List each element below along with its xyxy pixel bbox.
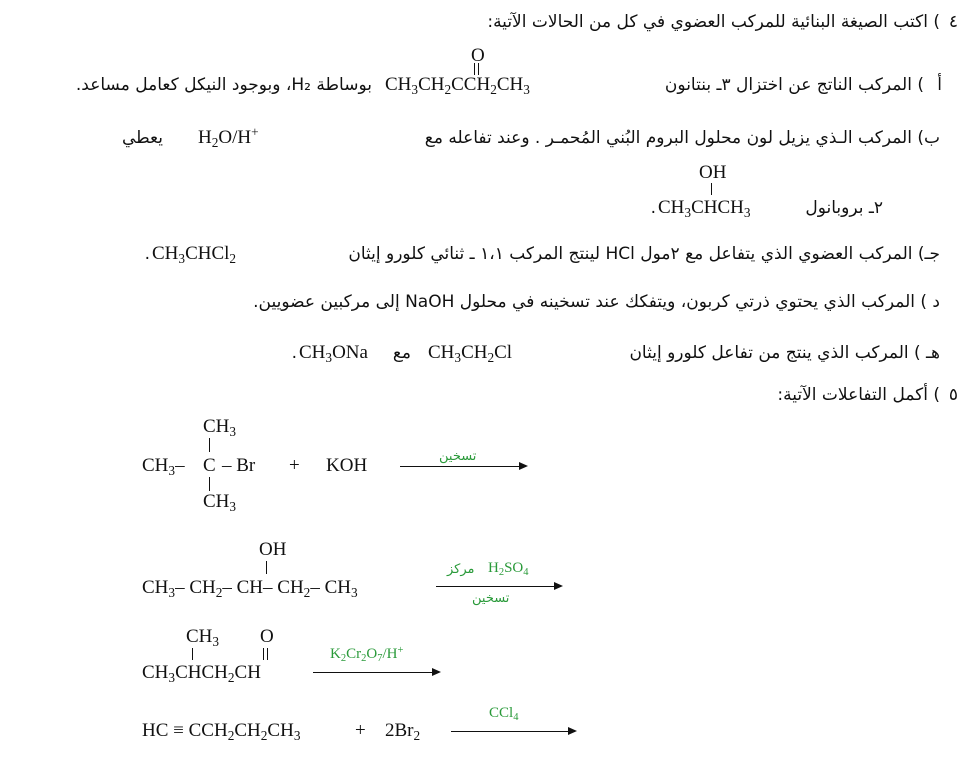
r2-oh: OH (259, 539, 287, 560)
r1-arrow (400, 466, 526, 467)
item-e-formula: $CH_3CH_2Cl$ (428, 342, 513, 365)
r3-double-bond-b (267, 648, 268, 660)
question-4-heading: ) اكتب الصيغة البنائية للمركب العضوي في كل من الحالات الآتية: (487, 12, 940, 32)
r3-carbonyl-oxygen: O (260, 626, 274, 647)
r4-bromine: $2Br_2$ (385, 720, 421, 743)
r2-conc-label: مركز (447, 562, 475, 577)
r3-arrow (313, 672, 439, 673)
r3-reagent: $K_2Cr_2O_7/H^+$ (330, 644, 404, 665)
question-5-number: ٥ (948, 385, 958, 405)
item-c-period: . (144, 244, 150, 264)
item-e-reagent: $CH_3ONa$ (299, 342, 368, 365)
r1-top-bond (209, 438, 210, 452)
item-b-formula: $CH_3CHCH_3$ (658, 197, 751, 220)
r3-branch-bond (192, 648, 193, 660)
r4-arrow (451, 731, 575, 732)
question-4-number: ٤ (948, 12, 958, 32)
item-a-text-end: بوساطة H₂، وبوجود النيكل كعامل مساعد. (75, 75, 372, 95)
r1-reagent: KOH (326, 455, 368, 476)
item-b-yields: يعطي (121, 128, 163, 148)
r1-condition: تسخين (439, 449, 477, 464)
r1-plus: + (289, 455, 300, 476)
r3-branch-methyl: $CH_3$ (186, 626, 220, 649)
item-e-text: هـ ) المركب الذي ينتج من تفاعل كلورو إيثان (629, 343, 940, 363)
r2-heat-label: تسخين (472, 591, 510, 606)
r4-solvent: CCl$_4$ (489, 705, 519, 724)
item-a-marker: أ (937, 75, 942, 95)
r2-arrow (436, 586, 561, 587)
r4-plus: + (355, 720, 366, 741)
item-c-formula: $CH_3CHCl_2$ (152, 243, 237, 266)
r4-alkyne: HC ≡ $CCH_2CH_2CH_3$ (142, 720, 301, 743)
r1-bottom-bond (209, 477, 210, 491)
item-b-period: . (650, 198, 656, 218)
item-e-with: مع (392, 343, 411, 363)
item-b-oh: OH (699, 162, 727, 183)
item-d-text: د ) المركب الذي يحتوي ذرتي كربون، ويتفكك عند تسخينه في محلول NaOH إلى مركبين عضويين. (253, 292, 940, 312)
r2-oh-bond (266, 561, 267, 574)
r1-bromine: – Br (222, 455, 256, 476)
item-b-line1: ب) المركب الـذي يزيل لون محلول البروم البُني المُحمـر . وعند تفاعله مع (424, 128, 940, 148)
r1-center-carbon: C (203, 455, 216, 476)
item-b-name: ٢ـ بروبانول (805, 198, 883, 218)
question-5-heading: ) أكمل التفاعلات الآتية: (777, 385, 940, 405)
r3-double-bond-a (263, 648, 264, 660)
item-a-text-start: ) المركب الناتج عن اختزال ٣ـ بنتانون (664, 75, 924, 95)
r1-bottom-methyl: $CH_3$ (203, 491, 237, 514)
item-c-text: جـ) المركب العضوي الذي يتفاعل مع ٢مول HCl لينتج المركب ١،١ ـ ثنائي كلورو إيثان (348, 244, 940, 264)
item-b-reagent: $H_2O/H^+$ (198, 124, 259, 150)
item-e-period: . (291, 343, 297, 363)
r2-chain: $CH_3-$ $CH_2-$ CH– $CH_2-$ $CH_3$ (142, 577, 358, 600)
r1-left-methyl: $CH_3-$ (142, 455, 185, 478)
r2-acid: $H_2SO_4$ (488, 560, 529, 579)
item-b-oh-bond (711, 183, 712, 195)
item-a-carbonyl-oxygen: O (471, 45, 485, 66)
r3-chain: $CH_3CHCH_2CH$ (142, 662, 261, 685)
r1-top-methyl: $CH_3$ (203, 416, 237, 439)
item-a-formula: $CH_3CH_2CCH_2CH_3$ (385, 74, 530, 97)
